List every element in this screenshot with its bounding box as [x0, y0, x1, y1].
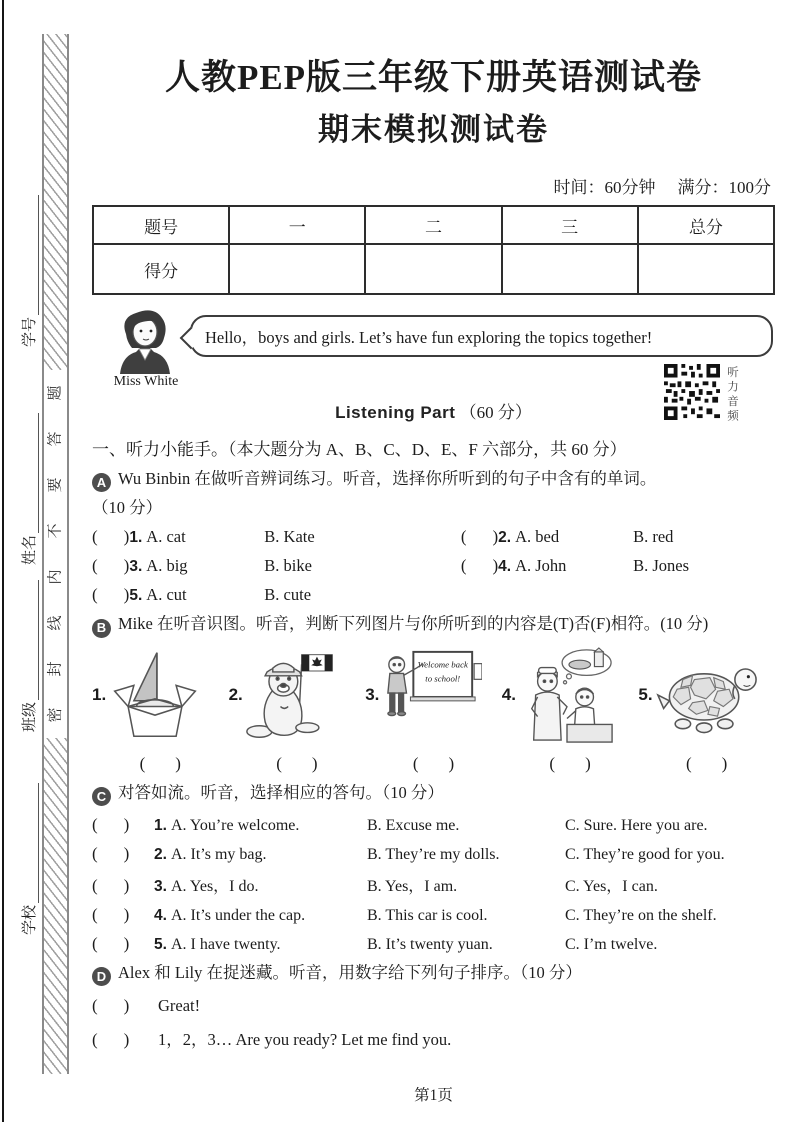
part-c-instruction-row	[92, 781, 775, 806]
qr-code	[664, 364, 720, 420]
part-a-item-1	[92, 527, 461, 547]
seal-line-band	[42, 34, 69, 1074]
option-a: A. cat	[146, 527, 186, 547]
part-a-instruction-row	[92, 467, 775, 492]
listening-audio-qr-block	[664, 364, 740, 424]
answer-blank[interactable]: ( )	[92, 556, 130, 576]
sentence: 1，2，3… Are you ready? Let me find you.	[158, 1030, 452, 1049]
part-a-score-note: （10 分）	[92, 498, 163, 518]
seal-char: 封	[47, 661, 64, 677]
score-cell-blank[interactable]	[365, 244, 501, 294]
seal-hatch-top	[44, 34, 67, 370]
question-number: 3.	[154, 877, 167, 895]
part-d-instruction-row	[92, 961, 775, 986]
listening-part-score: （60 分）	[459, 403, 532, 422]
page-edge-line	[2, 0, 4, 1122]
part-c-item-4	[92, 905, 775, 925]
board-text-line2: to school!	[425, 672, 461, 683]
part-c-instruction: 对答如流。听音，选择相应的答句。（10 分）	[118, 782, 444, 802]
answer-blank[interactable]: ( )	[686, 753, 728, 773]
school-label: 学校	[22, 904, 38, 935]
answer-blank[interactable]: ( )	[549, 753, 591, 773]
seal-char: 题	[47, 385, 64, 401]
seal-hatch-bottom	[44, 738, 67, 1074]
name-blank[interactable]	[23, 413, 39, 533]
part-d-item-2	[92, 1026, 775, 1050]
score-table-header-cell: 总分	[638, 206, 774, 244]
option-b: B. Excuse me.	[366, 816, 460, 834]
answer-blank[interactable]: ( )	[460, 556, 499, 576]
part-b-instruction: Mike 在听音识图。听音，判断下列图片与你所听到的内容是(T)否(F)相符。(10 分)	[118, 614, 709, 634]
page-number: 第1页	[414, 1087, 453, 1104]
option-b: B. It’s twenty yuan.	[366, 935, 493, 953]
answer-blank[interactable]: ( )	[276, 753, 318, 773]
score-cell-blank[interactable]	[502, 244, 638, 294]
option-b: B. Kate	[264, 527, 315, 547]
picture-boat-in-box	[107, 646, 203, 744]
picture-item-5	[638, 646, 775, 744]
answer-blank[interactable]: ( )	[92, 875, 130, 895]
picture-item-4	[502, 646, 639, 744]
option-a: A. You’re welcome.	[170, 816, 300, 834]
part-c-item-3	[92, 873, 775, 896]
question-number: 2.	[498, 529, 512, 547]
student-number-field	[19, 177, 39, 347]
name-field	[19, 395, 39, 565]
score-cell-blank[interactable]	[638, 244, 774, 294]
part-b-answer-row	[92, 753, 775, 774]
score-table-header-cell: 题号	[93, 206, 229, 244]
speech-bubble	[190, 315, 773, 357]
class-label: 班级	[22, 701, 38, 732]
picture-item-2	[229, 646, 366, 744]
picture-man-boy-food	[517, 646, 617, 744]
seal-char: 不	[47, 523, 64, 539]
part-b-instruction-row	[92, 612, 775, 637]
name-label: 姓名	[22, 534, 38, 565]
option-b: B. bike	[264, 556, 312, 576]
picture-item-3	[365, 646, 502, 744]
answer-blank[interactable]: ( )	[92, 527, 130, 547]
question-number: 5.	[129, 587, 143, 605]
option-c: C. I’m twelve.	[564, 935, 658, 953]
part-c-item-2	[92, 844, 775, 864]
option-a: A. Yes，I do.	[170, 877, 259, 895]
paper-title: 人教PEP版三年级下册英语测试卷	[164, 58, 703, 97]
student-number-label: 学号	[22, 316, 38, 347]
school-field	[19, 765, 39, 935]
question-number: 4.	[498, 558, 512, 576]
picture-number: 5.	[638, 684, 653, 704]
answer-blank[interactable]: ( )	[92, 843, 130, 863]
picture-beaver-canada-flag	[244, 646, 340, 744]
answer-blank[interactable]: ( )	[92, 1030, 130, 1049]
option-a: A. It’s under the cap.	[170, 906, 306, 924]
option-a: A. I have twenty.	[170, 935, 281, 953]
speech-bubble-text: Hello，boys and girls. Let’s have fun exploring the topics together!	[205, 328, 653, 347]
answer-blank[interactable]: ( )	[92, 904, 130, 924]
score-table-header-cell: 三	[502, 206, 638, 244]
school-blank[interactable]	[23, 783, 39, 903]
class-field	[19, 562, 39, 732]
question-number: 5.	[154, 935, 167, 953]
part-a-instruction: Wu Binbin 在做听音辨词练习。听音，选择你所听到的句子中含有的单词。	[118, 469, 657, 488]
part-a-badge: A	[92, 473, 111, 492]
teacher-name: Miss White	[113, 374, 179, 389]
part-a-row	[92, 556, 775, 576]
part-d-item-1	[92, 996, 775, 1016]
option-a: A. bed	[515, 527, 560, 547]
part-c-item-1	[92, 815, 775, 835]
section-one-heading: 一、听力小能手。（本大题分为 A、B、C、D、E、F 六部分，共 60 分）	[92, 440, 627, 459]
score-row-label: 得分	[93, 244, 229, 294]
question-number: 1.	[129, 529, 143, 547]
option-b: B. cute	[264, 585, 312, 605]
option-b: B. red	[633, 527, 674, 547]
option-b: B. This car is cool.	[366, 906, 488, 924]
part-a-item-4	[461, 556, 775, 576]
full-score: 满分：100分	[677, 178, 771, 197]
seal-char: 线	[47, 615, 64, 631]
option-b: B. Jones	[633, 556, 690, 576]
listening-part-title: Listening Part	[335, 403, 456, 422]
qr-caption: 听力音频	[726, 366, 738, 424]
part-a-item-5	[92, 585, 461, 605]
score-cell-blank[interactable]	[229, 244, 365, 294]
picture-number: 4.	[501, 684, 516, 704]
option-c: C. They’re on the shelf.	[564, 906, 717, 924]
score-table	[92, 205, 775, 295]
question-number: 2.	[154, 845, 167, 863]
answer-blank[interactable]: ( )	[92, 996, 130, 1015]
part-d-badge: D	[92, 967, 111, 986]
teacher-avatar	[112, 308, 176, 374]
part-b-badge: B	[92, 619, 111, 638]
student-number-blank[interactable]	[23, 195, 39, 315]
picture-turtle	[654, 646, 758, 744]
time-limit: 时间：60分钟	[553, 178, 656, 197]
part-a-item-3	[92, 556, 461, 576]
part-c-item-5	[92, 934, 775, 954]
option-c: C. Sure. Here you are.	[564, 816, 708, 834]
part-a-item-2	[461, 527, 775, 547]
seal-char: 答	[47, 431, 64, 447]
part-d-instruction: Alex 和 Lily 在捉迷藏。听音，用数字给下列句子排序。（10 分）	[118, 962, 582, 982]
main-content	[92, 0, 775, 1122]
paper-subtitle: 期末模拟测试卷	[318, 112, 549, 147]
picture-number: 1.	[92, 684, 107, 704]
seal-char: 要	[47, 477, 64, 493]
picture-number: 3.	[365, 684, 380, 704]
part-a-row	[92, 585, 775, 605]
option-b: B. They’re my dolls.	[366, 845, 500, 863]
score-table-header-cell: 一	[229, 206, 365, 244]
answer-blank[interactable]: ( )	[92, 933, 130, 953]
answer-blank[interactable]: ( )	[92, 585, 130, 605]
part-a-row	[92, 527, 775, 547]
question-number: 1.	[154, 816, 167, 834]
part-b-picture-row	[92, 646, 775, 744]
speech-bubble-tail	[180, 327, 203, 350]
sentence: Great!	[158, 996, 201, 1015]
option-c: C. Yes，I can.	[564, 877, 658, 895]
option-a: A. John	[515, 556, 567, 576]
question-number: 4.	[154, 906, 167, 924]
answer-blank[interactable]: ( )	[139, 753, 181, 773]
score-table-header-cell: 二	[365, 206, 501, 244]
seal-char: 内	[47, 569, 64, 585]
answer-blank[interactable]: ( )	[92, 814, 130, 834]
answer-blank[interactable]: ( )	[460, 527, 499, 547]
option-c: C. They’re good for you.	[564, 845, 725, 863]
class-blank[interactable]	[23, 580, 39, 700]
option-a: A. It’s my bag.	[170, 845, 267, 863]
part-c-badge: C	[92, 787, 111, 806]
picture-item-1	[92, 646, 229, 744]
board-text-line1: Welcome back	[417, 659, 469, 670]
option-b: B. Yes，I am.	[366, 877, 458, 895]
picture-number: 2.	[228, 684, 243, 704]
answer-blank[interactable]: ( )	[412, 753, 455, 773]
exam-meta	[92, 173, 775, 198]
option-a: A. big	[146, 556, 188, 576]
seal-char: 密	[47, 707, 64, 723]
option-a: A. cut	[146, 585, 187, 605]
question-number: 3.	[129, 558, 143, 576]
picture-teacher-board	[380, 646, 482, 744]
